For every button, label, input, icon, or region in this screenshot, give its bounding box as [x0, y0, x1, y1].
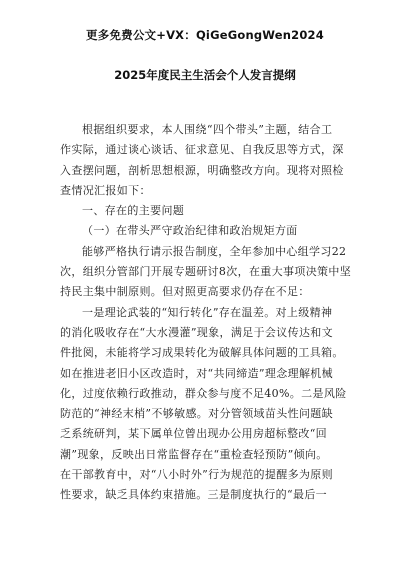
body-line: 能够严格执行请示报告制度，全年参加中心组学习22: [82, 244, 347, 258]
body-line: 次，组织分管部门开展专题研讨8次，在重大事项决策中坚: [60, 265, 352, 279]
body-line: 入查摆问题，剖析思想根源，明确整改方向。现将对照检: [60, 163, 344, 177]
body-line: 一、存在的主要问题: [82, 204, 185, 218]
header-note: 更多免费公文+VX：QiGeGongWen2024: [86, 28, 324, 42]
body-line: 防范的“神经末梢”不够敏感。对分管领域苗头性问题缺: [60, 407, 333, 421]
body-line: 持民主集中制原则。但对照更高要求仍存在不足：: [60, 285, 310, 299]
body-line: 性要求，缺乏具体约束措施。三是制度执行的“最后一: [60, 488, 328, 502]
body-line: （一）在带头严守政治纪律和政治规矩方面: [82, 224, 298, 238]
body-line: 化，过度依赖行政推动，群众参与度不足40%。二是风险: [60, 386, 347, 400]
body-line: 作实际，通过谈心谈话、征求意见、自我反思等方式，深: [60, 143, 344, 157]
body-line: 如在推进老旧小区改造时，对“共同缔造”理念理解机械: [60, 366, 333, 380]
body-line: 查情况汇报如下：: [60, 183, 151, 197]
body-line: 件批阅，未能将学习成果转化为破解具体问题的工具箱。: [60, 346, 344, 360]
document-title: 2025年度民主生活会个人发言提纲: [114, 68, 296, 82]
body-line: 根据组织要求，本人围绕“四个带头”主题，结合工: [82, 123, 333, 136]
body-line: 一是理论武装的“知行转化”存在温差。对上级精神: [82, 305, 333, 319]
body-line: 乏系统研判，某下属单位曾出现办公用房超标整改“回: [60, 427, 328, 441]
body-line: 在干部教育中，对“八小时外”行为规范的提醒多为原则: [60, 468, 333, 482]
body-line: 潮”现象，反映出日常监督存在“重检查轻预防”倾向。: [60, 447, 328, 461]
document-body: [60, 120, 352, 506]
body-line: 的消化吸收存在“大水漫灌”现象，满足于会议传达和文: [60, 325, 333, 339]
